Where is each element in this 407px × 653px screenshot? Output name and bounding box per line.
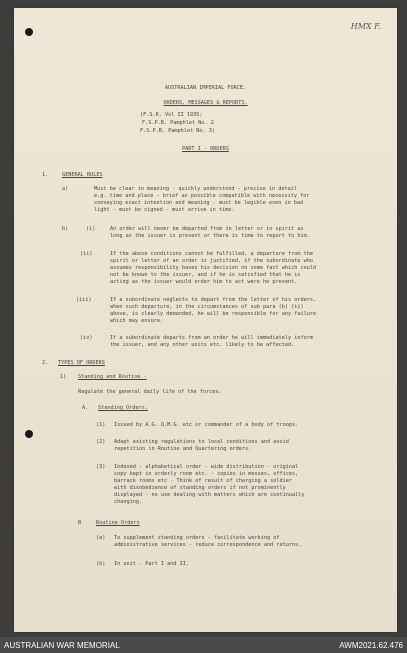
para-b-iii-marker: (iii) (76, 297, 92, 303)
footer-accession-number: AWM2021.62.476 (339, 641, 403, 650)
routine-a-marker: (a) (96, 535, 106, 541)
standing-2-line-2: repetition in Routine and Quartering orders. (114, 446, 252, 452)
standing-3-line-1: Indexed - alphabetical order - wide distribution - original (114, 464, 299, 470)
para-a-line-3: conveying exact intention and meaning - must be legible even in bad (94, 200, 304, 206)
routine-b-marker: (b) (96, 561, 106, 567)
standing-orders-marker: A. (82, 405, 89, 411)
para-b-i-marker: (i) (86, 226, 96, 232)
subsection-1-description: Regulate the general daily life of the forces. (78, 389, 222, 395)
para-b-ii-line-5: acting as the issuer would order him to act were he present. (110, 279, 298, 285)
subsection-1-heading: Standing and Routine - (78, 374, 147, 380)
standing-2-marker: (2) (96, 439, 106, 445)
para-b-ii-line-3: assumes responsibility bases his decision on some fact which could (110, 265, 317, 271)
part-heading: PART I - ORDERS (182, 146, 229, 152)
standing-1-marker: (1) (96, 422, 106, 428)
standing-3-line-4: with disobedience of standing orders if not prominently (114, 485, 286, 491)
para-b-iv-line-1: If a subordinate departs from an order he will immediately inform (110, 335, 314, 341)
section-1-heading: GENERAL RULES (62, 172, 103, 178)
para-b-i-line-2: long as the issuer is present or there is time to report to him. (110, 233, 310, 239)
archive-footer (0, 637, 407, 653)
para-b-ii-line-2: spirit or letter of an order is justified, if the subordinate who (110, 258, 314, 264)
reference-line-2: F.S.P.B. Pamphlet No. 2 (142, 120, 214, 126)
section-1-number: 1. (42, 172, 49, 178)
section-2-heading: TYPES OF ORDERS (58, 360, 105, 366)
routine-orders-marker: B (78, 520, 82, 526)
para-a-marker: a) (62, 186, 69, 192)
standing-3-line-2: copy kept in orderly room etc. - copies in messes, offices, (114, 471, 299, 477)
section-2-number: 2. (42, 360, 49, 366)
para-a-line-4: light - must be signed - must arrive in time. (94, 207, 235, 213)
punch-hole-bottom (25, 430, 33, 438)
standing-3-line-3: barrack rooms etc - Think of result of charging a soldier (114, 478, 293, 484)
standing-3-line-5: displayed - no use dealing with matters which are continually (114, 492, 305, 498)
routine-a-line-2: administrative services - reduce correspondence and returns. (114, 542, 302, 548)
standing-3-marker: (3) (96, 464, 106, 470)
standing-1-line-1: Issued by A.G. Q.M.G. etc or commander of a body of troops. (114, 422, 299, 428)
standing-2-line-1: Adapt existing regulations to local conditions and avoid (114, 439, 289, 445)
standing-3-line-6: changing. (114, 499, 143, 505)
document-title: AUSTRALIAN IMPERIAL FORCE. (164, 85, 247, 91)
para-b-iii-line-2: when such departure, in the circumstances of sub para (b) (ii) (110, 304, 304, 310)
standing-orders-heading: Standing Orders. (98, 405, 148, 411)
para-b-iii-line-3: above, is clearly demanded, he will be responsible for any failure (110, 311, 317, 317)
para-b-ii-line-1: If the above conditions cannot be fulfilled, a departure from the (110, 251, 314, 257)
para-b-iii-line-1: If a subordinate neglects to depart from the letter of his orders, (110, 297, 317, 303)
reference-line-1: (F.S.R. Vol II 1935; (140, 112, 203, 118)
document-subtitle: ORDERS, MESSAGES & REPORTS. (163, 100, 248, 106)
para-b-i-line-1: An order will never be departed from in letter or in spirit as (110, 226, 304, 232)
para-b-ii-marker: (ii) (80, 251, 93, 257)
document-page (14, 8, 397, 632)
handwritten-reference: HMX F. (350, 22, 381, 31)
punch-hole-top (25, 28, 33, 36)
reference-line-3: F.S.P.B. Pamphlet No. 3) (140, 128, 215, 134)
routine-b-line-1: In unit - Part I and II. (114, 561, 189, 567)
para-b-iv-line-2: the issuer, and any other units etc. likely to be affected. (110, 342, 295, 348)
para-a-line-1: Must be clear in meaning - quickly understood - precise in detail (94, 186, 298, 192)
para-a-line-2: e.g. time and place - brief as possible compatible with necessity for (94, 193, 310, 199)
para-b-iii-line-4: which may ensure. (110, 318, 164, 324)
para-b-iv-marker: (iv) (80, 335, 93, 341)
routine-a-line-1: To supplement standing orders - facilitate working of (114, 535, 280, 541)
para-b-ii-line-4: not be known to the issuer, and if he is satisfied that he is (110, 272, 301, 278)
para-b-marker: b) (62, 226, 69, 232)
routine-orders-heading: Routine Orders (96, 520, 140, 526)
footer-institution: AUSTRALIAN WAR MEMORIAL (4, 641, 120, 650)
subsection-1-marker: 1) (60, 374, 67, 380)
